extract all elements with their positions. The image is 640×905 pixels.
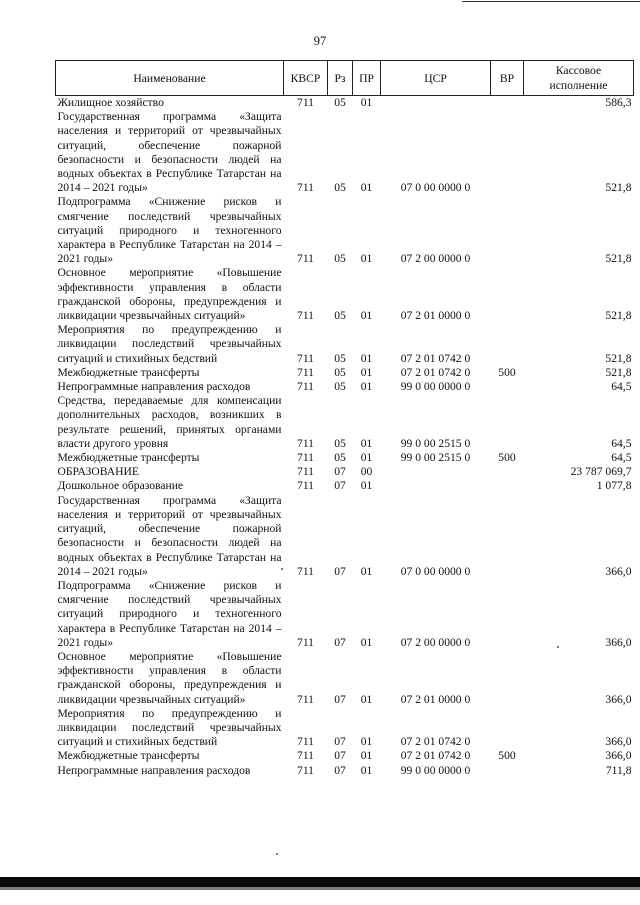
- table-row: [56, 465, 634, 479]
- cell-amount: 366,0: [605, 692, 632, 706]
- header-amount: Кассовое исполнение: [524, 61, 634, 96]
- cell-kvsr: 711: [297, 735, 314, 749]
- cell-pr: 01: [360, 479, 373, 493]
- cell-csr: 99 0 00 0000 0: [400, 380, 471, 394]
- table-row: [56, 707, 634, 750]
- cell-csr: 07 2 01 0742 0: [400, 351, 471, 365]
- cell-csr: 07 0 00 0000 0: [400, 564, 471, 578]
- cell-name: Средства, передаваемые для компенсации дополнительных расходов, возникших в результате решений, принятых органами власти другого уровня: [57, 394, 282, 450]
- cell-rz: 07: [334, 564, 346, 578]
- table-row: [56, 494, 634, 579]
- cell-vr: [491, 494, 524, 579]
- cell-csr: 07 2 01 0742 0: [400, 365, 471, 379]
- header-name: Наименование: [56, 61, 284, 96]
- cell-amount: 521,8: [605, 351, 632, 365]
- cell-csr: 07 2 00 0000 0: [400, 252, 471, 266]
- header-pr: ПР: [353, 61, 381, 96]
- cell-amount: 711,8: [605, 763, 632, 777]
- header-kvsr: КВСР: [284, 61, 328, 96]
- table-body: [56, 96, 634, 778]
- cell-kvsr: 711: [297, 351, 314, 365]
- cell-amount: 366,0: [605, 564, 632, 578]
- cell-csr: 07 0 00 0000 0: [400, 181, 471, 195]
- cell-csr: 99 0 00 2515 0: [400, 436, 471, 450]
- table-row: [56, 749, 634, 763]
- cell-csr: [381, 96, 491, 111]
- cell-csr: 07 2 01 0742 0: [400, 749, 471, 763]
- scan-bottom-edge-shadow: [0, 887, 640, 890]
- cell-name: Жилищное хозяйство: [57, 96, 164, 109]
- cell-vr: 500: [498, 749, 516, 763]
- cell-kvsr: 711: [297, 436, 314, 450]
- cell-vr: [491, 650, 524, 707]
- cell-pr: 01: [360, 692, 373, 706]
- table-row: [56, 195, 634, 266]
- cell-vr: [491, 323, 524, 366]
- cell-name: Мероприятия по предупреждению и ликвидации последствий чрезвычайных ситуаций и стихийных бедствий: [57, 323, 282, 365]
- budget-table: [55, 60, 634, 778]
- cell-rz: 05: [334, 380, 346, 394]
- table-row: [56, 380, 634, 394]
- cell-pr: 01: [360, 749, 373, 763]
- cell-name: Государственная программа «Защита населения и территорий от чрезвычайных ситуаций, обеспечение пожарной безопасности и безопасности людей на водных объектах в Республике Татарстан на 2014 – 2021 годы»: [57, 110, 282, 195]
- cell-rz: 07: [334, 479, 346, 493]
- page-number: 97: [313, 34, 327, 48]
- cell-vr: [491, 707, 524, 750]
- cell-name: Государственная программа «Защита населения и территорий от чрезвычайных ситуаций, обеспечение пожарной безопасности и безопасности людей на водных объектах в Республике Татарстан на 2014 – 2021 годы»: [57, 493, 282, 578]
- cell-amount: 23 787 069,7: [570, 465, 632, 479]
- cell-name: Мероприятия по предупреждению и ликвидации последствий чрезвычайных ситуаций и стихийных бедствий: [57, 706, 282, 749]
- cell-csr: 07 2 01 0742 0: [400, 735, 471, 749]
- cell-rz: 05: [334, 309, 346, 323]
- table-row: [56, 394, 634, 451]
- table-row: [56, 366, 634, 380]
- cell-vr: [491, 579, 524, 650]
- cell-vr: [491, 380, 524, 394]
- cell-kvsr: 711: [297, 692, 314, 706]
- cell-amount: 366,0: [605, 635, 632, 649]
- cell-vr: [491, 394, 524, 451]
- cell-rz: 05: [334, 436, 346, 450]
- cell-csr: 07 2 01 0000 0: [400, 692, 471, 706]
- cell-kvsr: 711: [297, 252, 314, 266]
- table-row: [56, 479, 634, 493]
- cell-name: Межбюджетные трансферты: [57, 365, 200, 379]
- cell-kvsr: 711: [297, 749, 314, 763]
- cell-pr: 01: [360, 380, 373, 394]
- table-row: [56, 579, 634, 650]
- cell-vr: [491, 195, 524, 266]
- cell-rz: 07: [334, 735, 346, 749]
- cell-vr: [491, 465, 524, 479]
- cell-rz: 07: [334, 465, 346, 479]
- cell-rz: 07: [334, 692, 346, 706]
- cell-amount: 64,5: [611, 436, 632, 450]
- cell-kvsr: 711: [297, 96, 314, 109]
- cell-amount: 64,5: [611, 451, 632, 465]
- cell-amount: 64,5: [611, 380, 632, 394]
- cell-kvsr: 711: [297, 365, 314, 379]
- cell-csr: 99 0 00 2515 0: [400, 451, 471, 465]
- cell-pr: 00: [360, 465, 373, 479]
- cell-rz: 05: [334, 96, 346, 109]
- cell-csr: [381, 479, 491, 493]
- cell-name: Подпрограмма «Снижение рисков и смягчение последствий чрезвычайных ситуаций природного и техногенного характера в Республике Татарстан на 2014 – 2021 годы»: [57, 195, 282, 266]
- cell-amount: 521,8: [605, 181, 632, 195]
- cell-pr: 01: [360, 96, 373, 109]
- cell-vr: [491, 764, 524, 778]
- header-vr: ВР: [491, 61, 524, 96]
- cell-rz: 07: [334, 749, 346, 763]
- scan-speck: [276, 853, 278, 855]
- cell-pr: 01: [360, 436, 373, 450]
- cell-pr: 01: [360, 181, 373, 195]
- cell-rz: 05: [334, 181, 346, 195]
- cell-rz: 05: [334, 351, 346, 365]
- cell-kvsr: 711: [297, 181, 314, 195]
- cell-vr: 500: [498, 365, 516, 379]
- cell-pr: 01: [360, 735, 373, 749]
- cell-pr: 01: [360, 635, 373, 649]
- cell-name: Дошкольное образование: [57, 479, 184, 493]
- cell-pr: 01: [360, 365, 373, 379]
- cell-rz: 05: [334, 365, 346, 379]
- cell-pr: 01: [360, 763, 373, 777]
- cell-kvsr: 711: [297, 763, 314, 777]
- cell-kvsr: 711: [297, 465, 314, 479]
- cell-rz: 05: [334, 252, 346, 266]
- cell-vr: 500: [498, 451, 516, 465]
- cell-name: Основное мероприятие «Повышение эффективности управления в области гражданской обороны, предупреждения и ликвидации чрезвычайных ситуаций»: [57, 649, 282, 706]
- cell-kvsr: 711: [297, 451, 314, 465]
- header-csr: ЦСР: [381, 61, 491, 96]
- cell-amount: 1 077,8: [596, 479, 632, 493]
- cell-kvsr: 711: [297, 380, 314, 394]
- cell-vr: [491, 96, 524, 111]
- cell-kvsr: 711: [297, 635, 314, 649]
- table-row: [56, 110, 634, 195]
- cell-name: Подпрограмма «Снижение рисков и смягчение последствий чрезвычайных ситуаций природного и техногенного характера в Республике Татарстан на 2014 – 2021 годы»: [57, 578, 282, 649]
- table-row: [56, 650, 634, 707]
- table-header-row: [56, 61, 634, 96]
- scan-speck: [557, 646, 559, 648]
- cell-name: Межбюджетные трансферты: [57, 749, 200, 763]
- cell-csr: 07 2 00 0000 0: [400, 635, 471, 649]
- cell-vr: [491, 266, 524, 323]
- cell-pr: 01: [360, 309, 373, 323]
- table-row: [56, 764, 634, 778]
- cell-kvsr: 711: [297, 309, 314, 323]
- cell-name: Непрограммные направления расходов: [57, 763, 251, 777]
- cell-vr: [491, 110, 524, 195]
- table-row: [56, 323, 634, 366]
- cell-pr: 01: [360, 564, 373, 578]
- cell-rz: 07: [334, 763, 346, 777]
- cell-amount: 586,3: [605, 96, 632, 109]
- cell-pr: 01: [360, 451, 373, 465]
- cell-csr: [381, 465, 491, 479]
- cell-name: ОБРАЗОВАНИЕ: [57, 465, 139, 479]
- cell-amount: 521,8: [605, 309, 632, 323]
- cell-name: Основное мероприятие «Повышение эффективности управления в области гражданской обороны, предупреждения и ликвидации чрезвычайных ситуаций»: [57, 266, 282, 323]
- scan-bottom-edge: [0, 877, 640, 887]
- cell-amount: 366,0: [605, 749, 632, 763]
- table-row: [56, 266, 634, 323]
- cell-pr: 01: [360, 351, 373, 365]
- scan-edge-line: [462, 1, 640, 2]
- cell-amount: 521,8: [605, 252, 632, 266]
- cell-kvsr: 711: [297, 564, 314, 578]
- cell-name: Непрограммные направления расходов: [57, 380, 251, 394]
- cell-vr: [491, 479, 524, 493]
- cell-csr: 07 2 01 0000 0: [400, 309, 471, 323]
- header-rz: Рз: [328, 61, 353, 96]
- scan-speck: [281, 568, 283, 570]
- cell-kvsr: 711: [297, 479, 314, 493]
- cell-name: Межбюджетные трансферты: [57, 451, 200, 465]
- cell-rz: 05: [334, 451, 346, 465]
- table-row: [56, 451, 634, 465]
- cell-pr: 01: [360, 252, 373, 266]
- cell-rz: 07: [334, 635, 346, 649]
- cell-amount: 366,0: [605, 735, 632, 749]
- table-row: [56, 96, 634, 111]
- cell-amount: 521,8: [605, 365, 632, 379]
- cell-csr: 99 0 00 0000 0: [400, 763, 471, 777]
